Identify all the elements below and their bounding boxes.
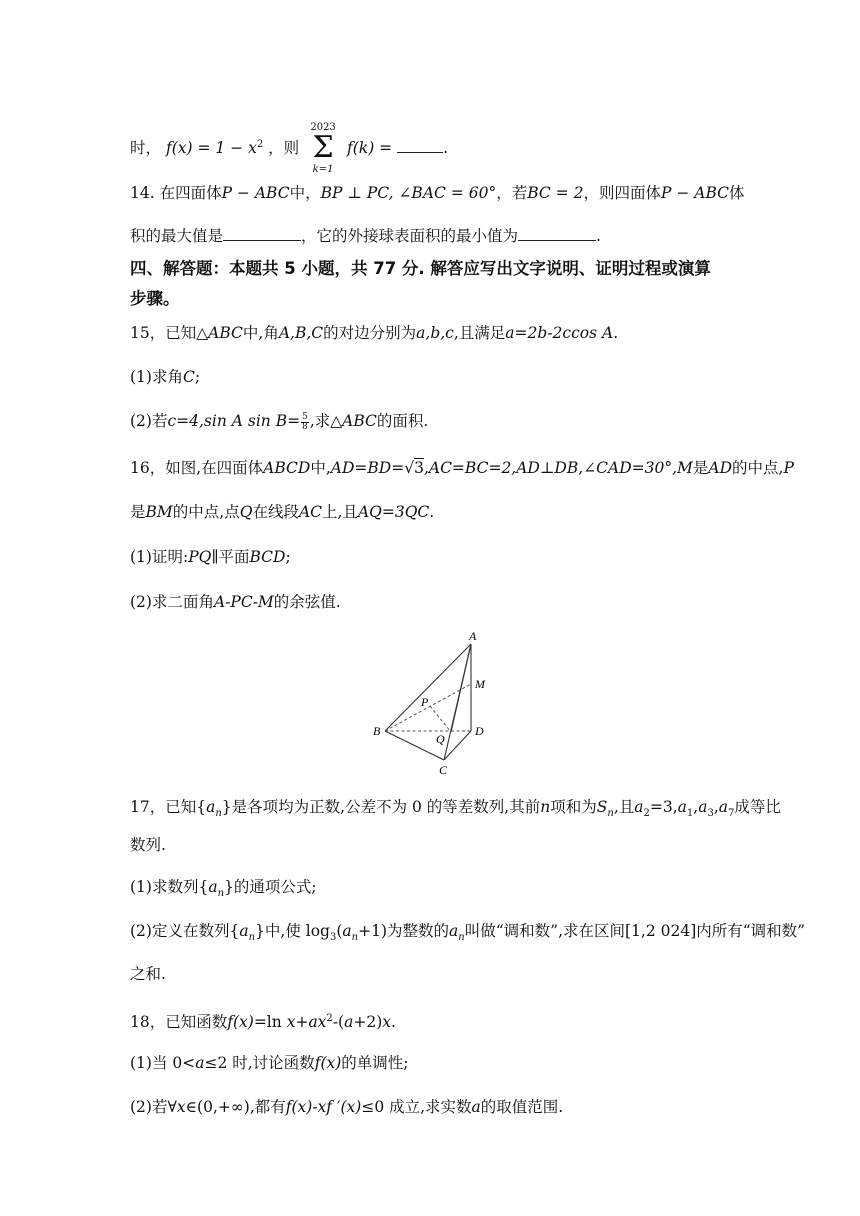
q16-ad: AD [708, 459, 733, 477]
q17-p2-text-l2: 之和. [130, 965, 166, 983]
q15-p2-text-b: ,求△ [309, 412, 343, 430]
q17-a2-sub: 2 [643, 808, 650, 820]
q18-p2-expr: f(x)-xf ′(x) [285, 1098, 362, 1116]
q13-prefix: 时， [130, 139, 162, 158]
section-4-line2: 步骤。 [130, 289, 180, 308]
q17-sub-n: n [215, 808, 222, 820]
q15-abc: ABC [208, 324, 243, 342]
q14-text-b: 中， [289, 184, 321, 202]
q16-text-b: 中, [310, 459, 331, 477]
q15-p1-text: (1)求角 [130, 368, 183, 386]
q14-text-d: ，则四面体 [583, 184, 661, 202]
tetrahedron-figure [360, 626, 500, 778]
q14-answer-blank-2[interactable] [518, 226, 596, 241]
q18-minus-paren: -( [332, 1013, 345, 1032]
q18-p2-x: x [176, 1098, 186, 1116]
q15-text-e: . [613, 324, 619, 342]
q14-tetra-2: P − ABC [660, 184, 729, 202]
q15-text-b: 中,角 [242, 324, 279, 342]
q14-answer-blank-1[interactable] [223, 226, 301, 241]
q15-p2-text-c: 的面积. [376, 412, 429, 430]
q16-conditions: ,AC=BC=2,AD⊥DB,∠CAD=30°,M [423, 459, 693, 477]
q18-ln: =ln [253, 1013, 282, 1032]
q15-text-c: 的对边分别为 [323, 324, 417, 342]
q18-period: . [391, 1013, 396, 1032]
q16-text-f: 的中点, [732, 459, 784, 477]
q14-text-f: 积的最大值是 [130, 227, 224, 245]
q18-text-a: 18，已知函数 [130, 1013, 228, 1032]
q15-text-d: ,且满足 [453, 324, 506, 342]
q14-cond1: BP ⊥ PC, ∠BAC = 60° [320, 184, 497, 202]
q16-text-l2g: 上,且 [322, 503, 358, 521]
q16-ad-bd: AD=BD= [330, 459, 405, 477]
q14-line2 [130, 225, 601, 247]
q15-text-a: 15，已知△ [130, 324, 209, 342]
q18-p1-text-c: 的单调性; [341, 1054, 409, 1072]
fraction-denominator: 8 [302, 421, 308, 432]
q18-fx: f(x) [227, 1013, 254, 1032]
q15-p1-end: ; [194, 368, 201, 386]
q15-p2-text-a: (2)若 [130, 412, 168, 430]
label-p: P [421, 695, 429, 709]
fraction-numerator: 5 [302, 411, 308, 422]
q18-x: x [286, 1013, 296, 1032]
q13-sum-term: f(k) = [347, 139, 393, 158]
q17-p2-sub: n [248, 932, 256, 944]
sigma-icon: Σ [312, 130, 334, 166]
q17-p1-a: a [208, 878, 218, 896]
q18-plus-2: +2) [353, 1013, 383, 1032]
label-m: M [475, 677, 485, 691]
q18-p1-a: a [195, 1054, 205, 1072]
q14-text-h: . [596, 227, 601, 245]
segment-pq-dashed [430, 706, 451, 732]
q18-p2-text-e: 的取值范围. [480, 1098, 564, 1116]
sqrt-radicand: 3 [414, 459, 424, 477]
q17-s-sub: n [607, 808, 614, 820]
q15-sides: a,b,c [416, 324, 454, 342]
q17-p1-text-a: (1)求数列{ [130, 878, 209, 896]
label-d: D [475, 724, 484, 738]
segment-aq [451, 644, 471, 732]
q14-line1 [130, 182, 745, 204]
q17-p1-sub: n [217, 888, 225, 900]
q16-p1-text-c: 平面 [218, 548, 250, 566]
q17-line1 [130, 796, 781, 825]
q17-log-base: 3 [329, 932, 337, 944]
q18-ax: ax [308, 1013, 327, 1032]
q15-equation: a=2b-2ccos A [505, 324, 614, 342]
q17-text-b: }是各项均为正数,公差不为 0 的等差数列,其前 [221, 798, 541, 816]
q17-part2-line2 [130, 963, 166, 985]
q17-comma-1: , [693, 798, 699, 816]
label-q: Q [436, 732, 445, 746]
q17-a7: a [718, 798, 729, 816]
q16-q: Q [239, 503, 253, 521]
q16-p1-pq: PQ∥ [188, 548, 219, 566]
q17-p2-text-b: }中,使 log [255, 922, 330, 940]
q15-p1-c: C [182, 368, 195, 386]
q18-p1-text-b: ≤2 时,讨论函数 [204, 1054, 315, 1072]
q18-a: a [344, 1013, 354, 1032]
label-b: B [373, 724, 381, 738]
q17-p2-a2: a [342, 922, 352, 940]
q16-p: P [783, 459, 794, 477]
q15-part1 [130, 366, 200, 388]
q17-text-m: 成等比 [734, 798, 781, 816]
q17-p2-paren: ( [336, 922, 343, 940]
q17-part1 [130, 876, 317, 905]
q16-bm: BM [145, 503, 173, 521]
sum-upper-limit: 2023 [310, 122, 336, 134]
q14-tetra: P − ABC [221, 184, 290, 202]
label-a: A [469, 629, 477, 643]
q17-p2-a3: a [449, 922, 459, 940]
q16-p2-text-c: 的余弦值. [273, 593, 341, 611]
section-4-heading [130, 254, 711, 314]
q17-a3: a [698, 798, 708, 816]
q18-p2-a: a [471, 1098, 481, 1116]
q17-a1-sub: 1 [686, 808, 694, 820]
q18-part1 [130, 1052, 409, 1074]
q17-p2-text-e: 叫做“调和数”,求在区间[1,2 024]内所有“调和数” [464, 922, 806, 940]
q16-p2-text-a: (2)求二面角 [130, 593, 214, 611]
q17-part2 [130, 920, 805, 949]
q15-angles: A,B,C [278, 324, 324, 342]
q17-text-a: 17，已知{ [130, 798, 207, 816]
q17-a1: a [677, 798, 687, 816]
sqrt-icon: √ [404, 459, 415, 477]
q17-text-d: 项和为 [550, 798, 597, 816]
q14-text-c: ，若 [496, 184, 528, 202]
q18-p2-text-d: ≤0 成立,求实数 [361, 1098, 472, 1116]
q17-p2-text-a: (2)定义在数列{ [130, 922, 240, 940]
summation-symbol [306, 122, 340, 176]
q14-text-a: 14. 在四面体 [130, 184, 222, 202]
q16-line2 [130, 501, 434, 523]
q17-line2 [130, 834, 166, 856]
q15-stem [130, 322, 618, 344]
q16-p1-end: ; [285, 548, 291, 566]
q16-part2 [130, 591, 341, 613]
q18-p1-text-a: (1)当 0< [130, 1054, 196, 1072]
q14-text-e: 体 [729, 184, 745, 202]
q18-p1-fx: f(x) [314, 1054, 342, 1072]
q13-tail-line [130, 118, 448, 176]
fraction-5-8 [301, 413, 309, 432]
q16-aq-3qc: AQ=3QC [357, 503, 430, 521]
q16-p1-text-a: (1)证明: [130, 548, 189, 566]
q16-text-a: 16，如图,在四面体 [130, 459, 264, 477]
q16-text-l2a: 是 [130, 503, 146, 521]
q17-comma-2: , [713, 798, 719, 816]
q17-p2-text-d: +1)为整数的 [358, 922, 450, 940]
q17-p2-sub2: n [351, 932, 359, 944]
q17-text-g: =3, [649, 798, 678, 816]
q17-a: a [206, 798, 216, 816]
q15-part2 [130, 410, 428, 432]
q16-text-l2i: . [429, 503, 435, 521]
sum-lower-limit: k=1 [312, 164, 334, 176]
q18-x2: x [382, 1013, 391, 1032]
q18-exp: 2 [326, 1013, 333, 1024]
q17-a3-sub: 3 [707, 808, 714, 820]
section-4-line1: 四、解答题：本题共 5 小题，共 77 分. 解答应写出文字说明、证明过程或演算 [130, 259, 711, 278]
q16-text-l2c: 的中点,点 [172, 503, 240, 521]
edge-ab [385, 644, 471, 731]
q17-a7-sub: 7 [728, 808, 735, 820]
q18-plus: + [295, 1013, 309, 1032]
q17-s: S [596, 798, 608, 816]
q14-cond2: BC = 2 [527, 184, 584, 202]
q17-a2: a [634, 798, 644, 816]
q13-func: f(x) = 1 − x [165, 139, 257, 158]
q18-p2-text-b: ∈(0,+∞),都有 [185, 1098, 286, 1116]
q13-mid: ，则 [268, 139, 300, 158]
q18-line1 [130, 1008, 396, 1033]
q13-period: . [443, 139, 449, 158]
q18-part2 [130, 1096, 563, 1118]
q16-part1 [130, 546, 291, 568]
q17-text-e: ,且 [613, 798, 635, 816]
label-c: C [439, 763, 448, 777]
q13-answer-blank[interactable] [397, 138, 443, 153]
q16-p1-bcd: BCD [249, 548, 286, 566]
q17-p1-text-b: }的通项公式; [224, 878, 317, 896]
q13-exp: 2 [256, 139, 264, 150]
q15-p2-cond: c=4,sin A sin B= [167, 412, 301, 430]
q16-ac: AC [298, 503, 323, 521]
q16-abcd: ABCD [263, 459, 311, 477]
q17-text-l2: 数列. [130, 836, 166, 854]
edge-cd [444, 731, 471, 760]
q17-p2-sub3: n [458, 932, 465, 944]
q14-text-g: ，它的外接球表面积的最小值为 [301, 227, 519, 245]
q17-p2-a: a [239, 922, 249, 940]
q18-p2-text-a: (2)若∀ [130, 1098, 177, 1116]
q17-n: n [540, 798, 551, 816]
q16-text-l2e: 在线段 [252, 503, 299, 521]
q15-p2-abc: ABC [342, 412, 377, 430]
q16-line1 [130, 457, 794, 479]
q16-p2-angle: A-PC-M [213, 593, 274, 611]
q16-text-d: 是 [692, 459, 709, 477]
